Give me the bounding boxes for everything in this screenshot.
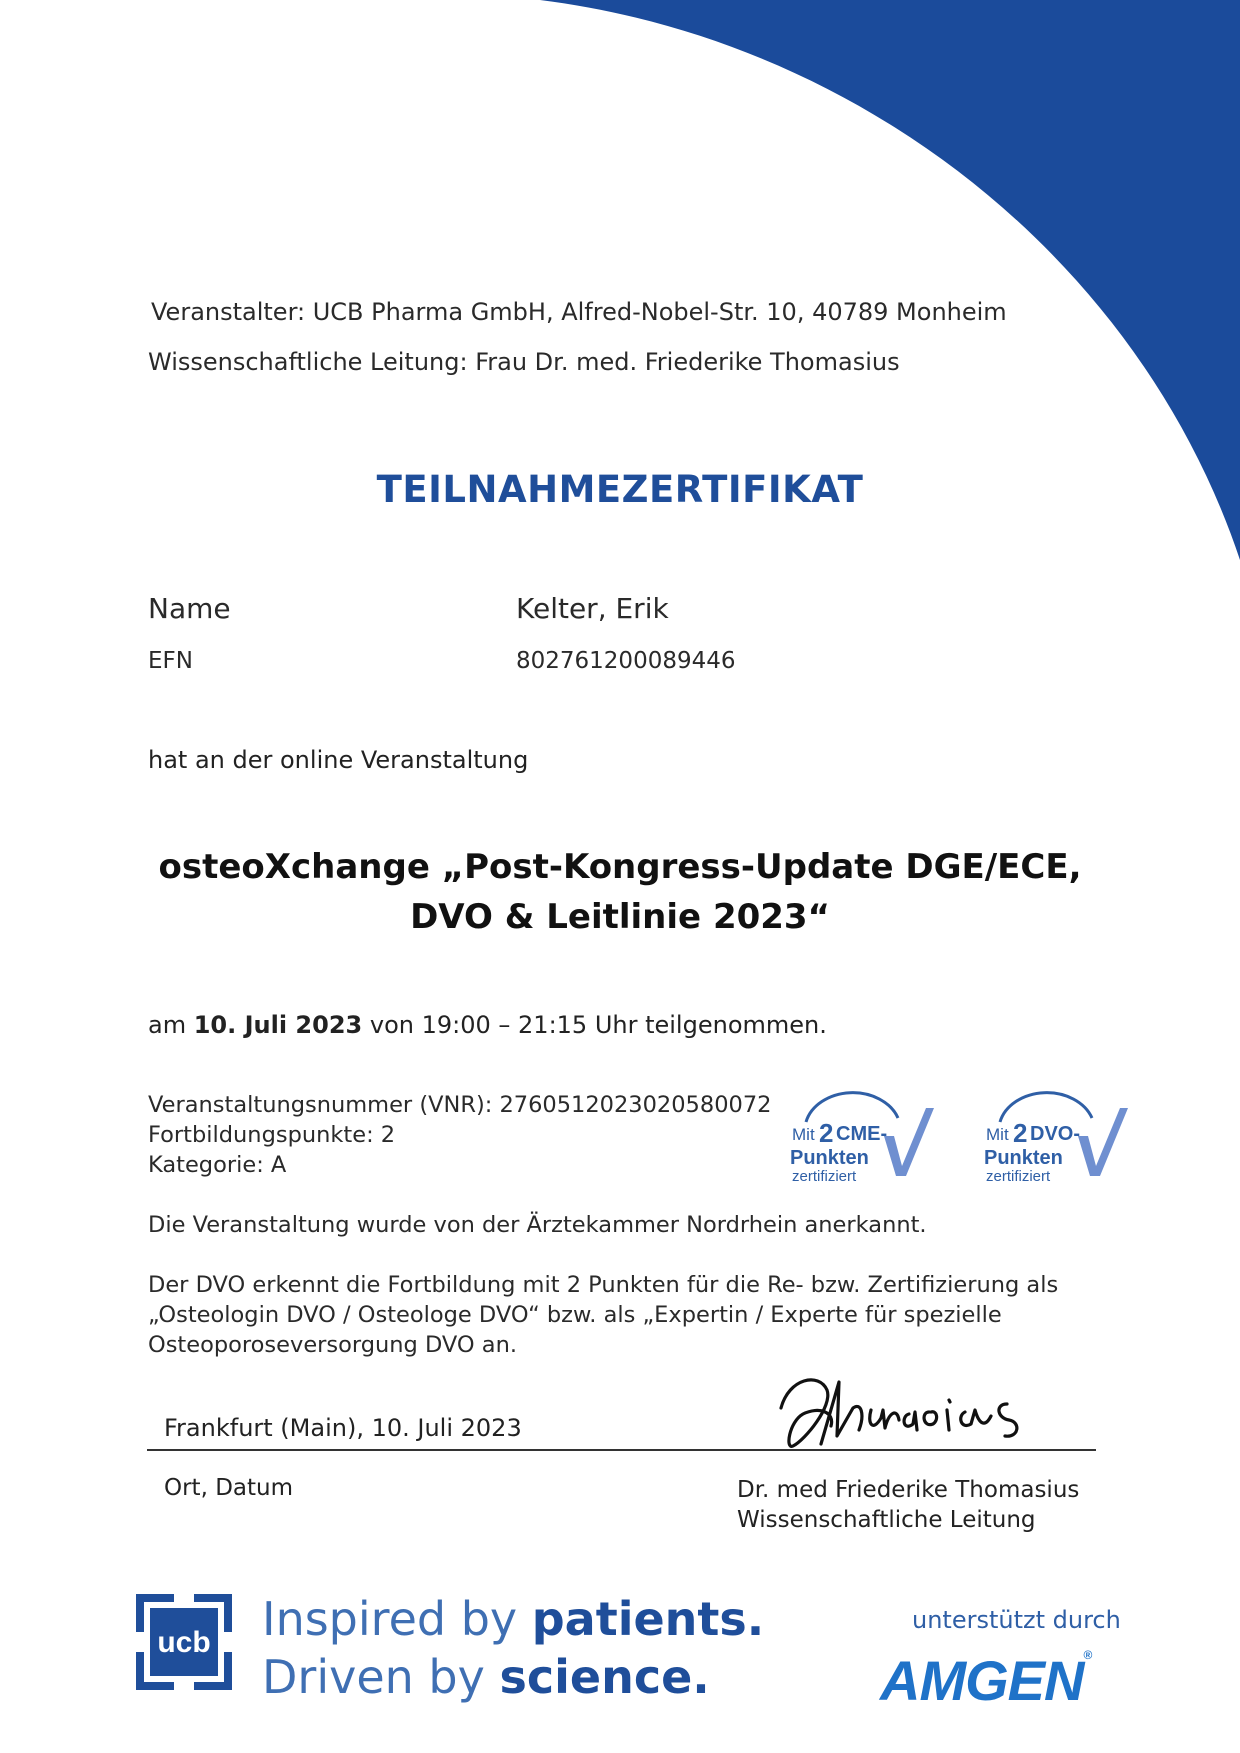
name-value: Kelter, Erik	[516, 592, 669, 625]
dvo-badge-mit: Mit	[986, 1125, 1009, 1144]
signer-role: Wissenschaftliche Leitung	[737, 1507, 1036, 1533]
points-text: Fortbildungspunkte: 2	[148, 1122, 396, 1148]
event-title-line1: osteoXchange „Post-Kongress-Update DGE/ECE,	[158, 847, 1082, 887]
vnr-text: Veranstaltungsnummer (VNR): 2760512023020580072	[148, 1092, 772, 1118]
organizer-text: Veranstalter: UCB Pharma GmbH, Alfred-Nobel-Str. 10, 40789 Monheim	[151, 298, 1007, 326]
dvo-check-icon	[1078, 1108, 1128, 1176]
recognition-text: Die Veranstaltung wurde von der Ärztekammer Nordrhein anerkannt.	[148, 1212, 927, 1238]
dvo-paragraph-line2: „Osteologin DVO / Osteologe DVO“ bzw. als „Expertin / Experte für spezielle	[148, 1302, 1002, 1328]
efn-label: EFN	[148, 648, 193, 674]
date-suffix: von 19:00 – 21:15 Uhr teilgenommen.	[369, 1011, 827, 1039]
dvo-paragraph	[148, 1270, 1058, 1360]
dvo-paragraph-line3: Osteoporoseversorgung DVO an.	[148, 1332, 517, 1358]
registered-mark: ®	[1083, 1648, 1092, 1662]
tagline-driven: Driven by	[262, 1650, 485, 1704]
event-details	[148, 1090, 771, 1180]
cme-badge-mit: Mit	[792, 1125, 815, 1144]
signature-line	[147, 1449, 1096, 1451]
tagline-science: science.	[499, 1650, 710, 1704]
efn-value: 802761200089446	[516, 648, 736, 674]
handwritten-signature	[775, 1362, 1045, 1454]
ucb-logo-text: ucb	[157, 1626, 211, 1659]
place-date-label: Ort, Datum	[164, 1475, 294, 1501]
place-date: Frankfurt (Main), 10. Juli 2023	[164, 1414, 522, 1442]
date-prefix: am	[148, 1011, 187, 1039]
event-title-line2: DVO & Leitlinie 2023“	[410, 897, 830, 937]
event-date-line	[148, 1011, 827, 1039]
cme-badge-type: CME-	[836, 1123, 888, 1145]
ucb-tagline	[262, 1590, 764, 1706]
name-label: Name	[148, 592, 231, 625]
cme-badge-num: 2	[819, 1118, 834, 1148]
category-text: Kategorie: A	[148, 1152, 287, 1178]
dvo-paragraph-line1: Der DVO erkennt die Fortbildung mit 2 Punkten für die Re- bzw. Zertifizierung als	[148, 1272, 1059, 1298]
tagline-inspired: Inspired by	[262, 1592, 518, 1646]
dvo-badge-num: 2	[1013, 1118, 1028, 1148]
intro-text: hat an der online Veranstaltung	[148, 746, 529, 774]
scientific-lead-text: Wissenschaftliche Leitung: Frau Dr. med. Friederike Thomasius	[148, 348, 900, 376]
tagline-patients: patients.	[531, 1592, 765, 1646]
amgen-logo-text: AMGEN	[880, 1649, 1084, 1712]
dvo-badge-punkten: Punkten	[984, 1147, 1063, 1169]
amgen-logo	[880, 1648, 1091, 1713]
signer-block	[737, 1475, 1079, 1535]
cme-badge	[786, 1084, 936, 1186]
dvo-badge	[980, 1084, 1130, 1186]
dvo-badge-type: DVO-	[1030, 1123, 1080, 1145]
ucb-logo	[136, 1594, 232, 1690]
event-title	[0, 842, 1240, 942]
certificate-title: TEILNAHMEZERTIFIKAT	[376, 468, 864, 511]
supported-by-text: unterstützt durch	[912, 1606, 1121, 1634]
dvo-badge-zert: zertifiziert	[986, 1168, 1051, 1185]
date-bold: 10. Juli 2023	[193, 1011, 363, 1039]
cme-badge-zert: zertifiziert	[792, 1168, 857, 1185]
cme-check-icon	[884, 1108, 934, 1176]
cme-badge-punkten: Punkten	[790, 1147, 869, 1169]
signer-name: Dr. med Friederike Thomasius	[737, 1477, 1080, 1503]
